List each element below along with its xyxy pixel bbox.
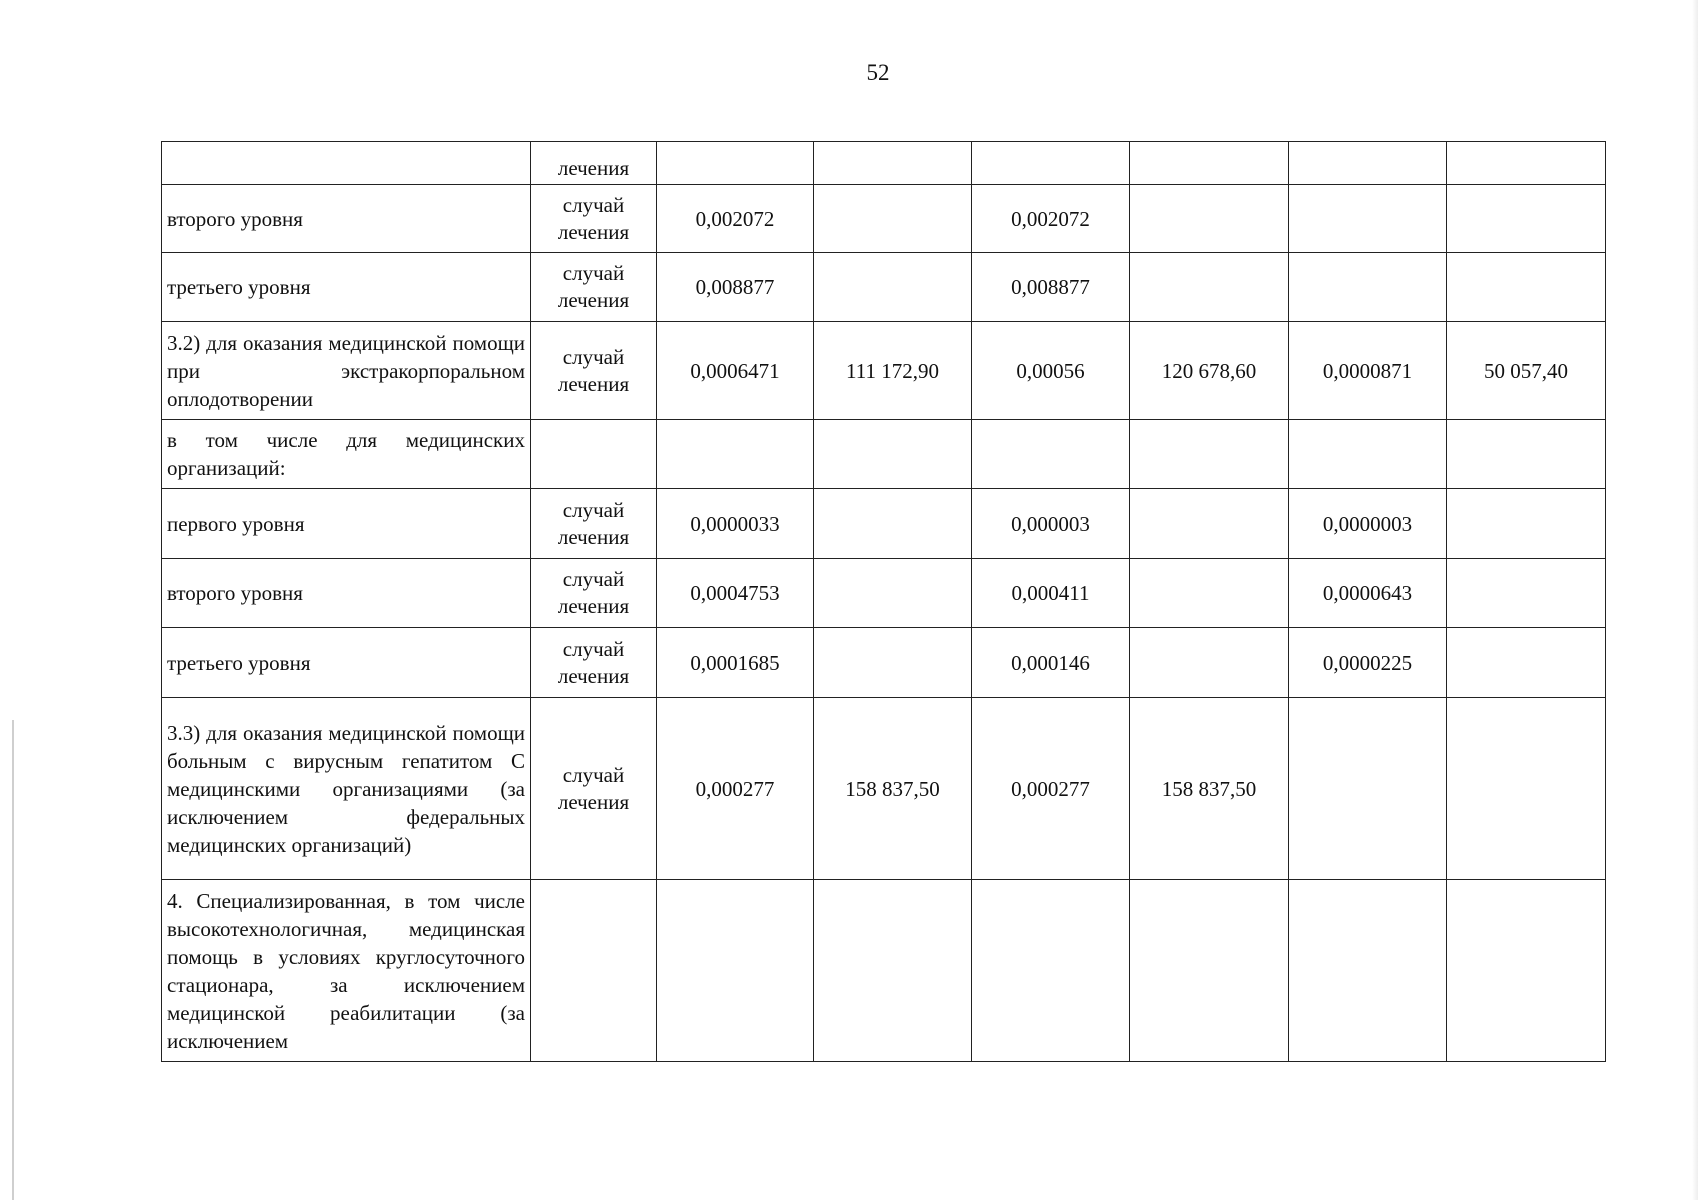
cell-col4 [1130, 559, 1289, 628]
cell-col6 [1447, 420, 1606, 489]
cell-col4 [1130, 489, 1289, 559]
cell-col1: 0,008877 [657, 253, 814, 322]
table-row [162, 698, 1606, 880]
cell-col5: 0,0000225 [1289, 628, 1447, 698]
table-row [162, 185, 1606, 253]
cell-col1: 0,000277 [657, 698, 814, 880]
cell-col1 [657, 880, 814, 1062]
row-name [162, 142, 531, 185]
cell-col5 [1289, 185, 1447, 253]
cell-col2 [814, 253, 972, 322]
cell-col5 [1289, 253, 1447, 322]
row-unit: случай лечения [531, 253, 657, 322]
row-unit [531, 880, 657, 1062]
cell-col1: 0,0006471 [657, 322, 814, 420]
cell-col1: 0,002072 [657, 185, 814, 253]
cell-col4: 120 678,60 [1130, 322, 1289, 420]
row-name: 4. Специализированная, в том числе высокотехнологичная, медицинская помощь в условиях круглосуточного стационара, за исключением медицинской реабилитации (за исключением [162, 880, 531, 1062]
cell-col6: 50 057,40 [1447, 322, 1606, 420]
cell-col6 [1447, 489, 1606, 559]
cell-col2 [814, 628, 972, 698]
row-unit: случай лечения [531, 559, 657, 628]
cell-col2 [814, 489, 972, 559]
cell-col5 [1289, 420, 1447, 489]
cell-col6 [1447, 698, 1606, 880]
cell-col5: 0,0000003 [1289, 489, 1447, 559]
cell-col5 [1289, 698, 1447, 880]
cell-col5 [1289, 880, 1447, 1062]
cell-col1: 0,0004753 [657, 559, 814, 628]
cell-col6 [1447, 628, 1606, 698]
cell-col6 [1447, 559, 1606, 628]
cell-col6 [1447, 253, 1606, 322]
row-name: третьего уровня [162, 628, 531, 698]
cell-col2 [814, 880, 972, 1062]
data-table [161, 141, 1606, 1062]
row-unit: случай лечения [531, 489, 657, 559]
cell-col2: 111 172,90 [814, 322, 972, 420]
cell-col2: 158 837,50 [814, 698, 972, 880]
row-name: второго уровня [162, 559, 531, 628]
cell-col5 [1289, 142, 1447, 185]
cell-col5: 0,0000643 [1289, 559, 1447, 628]
row-unit: случай лечения [531, 185, 657, 253]
table-row [162, 628, 1606, 698]
cell-col4 [1130, 880, 1289, 1062]
row-name: третьего уровня [162, 253, 531, 322]
cell-col3 [972, 880, 1130, 1062]
table-row [162, 142, 1606, 185]
page-number: 52 [866, 60, 890, 85]
row-name: второго уровня [162, 185, 531, 253]
scan-edge-left [12, 720, 14, 1200]
cell-col4 [1130, 142, 1289, 185]
cell-col1: 0,0000033 [657, 489, 814, 559]
row-unit [531, 420, 657, 489]
row-name: в том числе для медицинских организаций: [162, 420, 531, 489]
cell-col2 [814, 420, 972, 489]
table-row [162, 880, 1606, 1062]
row-unit: случай лечения [531, 698, 657, 880]
cell-col6 [1447, 185, 1606, 253]
cell-col2 [814, 559, 972, 628]
row-name: 3.3) для оказания медицинской помощи больным с вирусным гепатитом С медицинскими организациями (за исключением федеральных медицинских организаций) [162, 698, 531, 880]
cell-col4: 158 837,50 [1130, 698, 1289, 880]
table-row [162, 559, 1606, 628]
cell-col6 [1447, 142, 1606, 185]
cell-col3: 0,000146 [972, 628, 1130, 698]
cell-col2 [814, 142, 972, 185]
table-row [162, 253, 1606, 322]
cell-col5: 0,0000871 [1289, 322, 1447, 420]
row-unit: лечения [531, 142, 657, 185]
cell-col3: 0,002072 [972, 185, 1130, 253]
scan-edge-right [1692, 0, 1698, 1200]
cell-col3 [972, 420, 1130, 489]
cell-col3: 0,000003 [972, 489, 1130, 559]
row-name: первого уровня [162, 489, 531, 559]
row-unit: случай лечения [531, 628, 657, 698]
row-unit: случай лечения [531, 322, 657, 420]
cell-col3 [972, 142, 1130, 185]
cell-col3: 0,00056 [972, 322, 1130, 420]
row-name: 3.2) для оказания медицинской помощи при экстракорпоральном оплодотворении [162, 322, 531, 420]
cell-col4 [1130, 253, 1289, 322]
cell-col4 [1130, 420, 1289, 489]
cell-col3: 0,008877 [972, 253, 1130, 322]
cell-col3: 0,000277 [972, 698, 1130, 880]
cell-col4 [1130, 185, 1289, 253]
cell-col6 [1447, 880, 1606, 1062]
cell-col2 [814, 185, 972, 253]
cell-col3: 0,000411 [972, 559, 1130, 628]
cell-col1 [657, 420, 814, 489]
cell-col1 [657, 142, 814, 185]
table-row [162, 420, 1606, 489]
cell-col4 [1130, 628, 1289, 698]
table-row [162, 489, 1606, 559]
cell-col1: 0,0001685 [657, 628, 814, 698]
table-row [162, 322, 1606, 420]
